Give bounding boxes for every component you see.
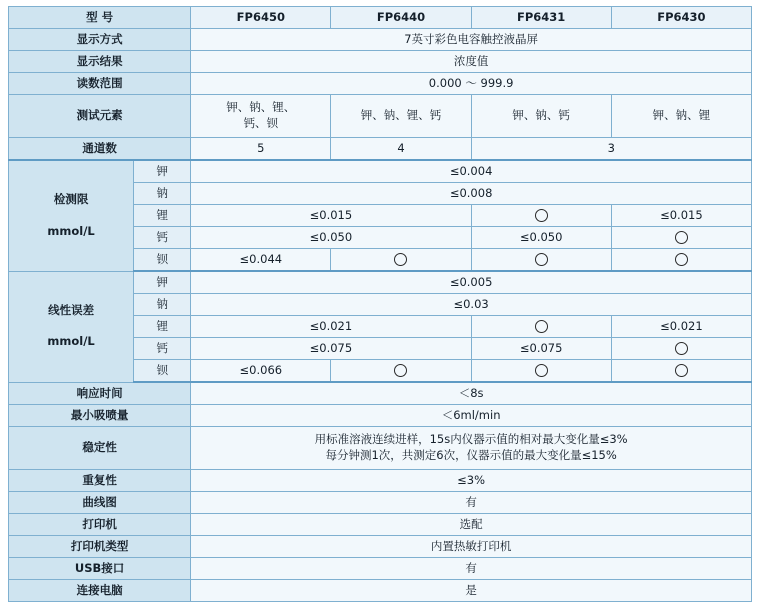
linear-error-element-k: 钾: [134, 271, 191, 294]
table-row-display-result: [9, 51, 752, 73]
row-label-test-elements: 测试元素: [9, 95, 191, 138]
detection-limit-title: 检测限: [53, 192, 89, 207]
table-row-repeatability: [9, 470, 752, 492]
circle-marker-icon: [535, 253, 548, 266]
detection-limit-element-ca: 钙: [134, 227, 191, 249]
table-row-display-mode: [9, 29, 752, 51]
row-value-stability: 用标准溶液连续进样，15s内仪器示值的相对最大变化量≤3% 每分钟测1次，共测定6次，仪器示值的最大变化量≤15%: [191, 427, 752, 470]
row-label-display-mode: 显示方式: [9, 29, 191, 51]
detection-limit-row-k: [9, 160, 752, 183]
row-value-display-result: 浓度值: [191, 51, 752, 73]
table-body: [9, 7, 752, 602]
linear-error-ca-value-0: ≤0.075: [191, 338, 471, 360]
detection-limit-ba-value-3: [611, 249, 751, 272]
table-row-channel-count: [9, 138, 752, 161]
row-label-min-aspiration: 最小吸喷量: [9, 405, 191, 427]
test-elements-model-0: 钾、钠、锂、 钙、钡: [191, 95, 331, 138]
channel-count-model-1: 4: [331, 138, 471, 161]
linear-error-element-ba: 钡: [134, 360, 191, 383]
detection-limit-k-value: ≤0.004: [191, 160, 752, 183]
detection-limit-element-na: 钠: [134, 183, 191, 205]
row-value-repeatability: ≤3%: [191, 470, 752, 492]
circle-marker-icon: [394, 253, 407, 266]
linear-error-ca-value-1: ≤0.075: [471, 338, 611, 360]
table-row-reading-range: [9, 73, 752, 95]
table-row-min-aspiration: [9, 405, 752, 427]
linear-error-ba-value-3: [611, 360, 751, 383]
linear-error-ca-value-2: [611, 338, 751, 360]
channel-count-model-2-3: 3: [471, 138, 751, 161]
table-row-stability: [9, 427, 752, 470]
row-label-response-time: 响应时间: [9, 382, 191, 405]
row-value-pc-connection: 是: [191, 580, 752, 602]
detection-limit-element-k: 钾: [134, 160, 191, 183]
row-value-printer: 选配: [191, 514, 752, 536]
linear-error-element-na: 钠: [134, 294, 191, 316]
detection-limit-li-value-0: ≤0.015: [191, 205, 471, 227]
table-row-printer-type: [9, 536, 752, 558]
detection-limit-unit: mmol/L: [47, 223, 95, 238]
detection-limit-ba-value-2: [471, 249, 611, 272]
circle-marker-icon: [535, 209, 548, 222]
test-elements-model-2: 钾、钠、钙: [471, 95, 611, 138]
linear-error-ba-value-1: [331, 360, 471, 383]
linear-error-na-value: ≤0.03: [191, 294, 752, 316]
linear-error-element-li: 锂: [134, 316, 191, 338]
circle-marker-icon: [535, 364, 548, 377]
channel-count-model-0: 5: [191, 138, 331, 161]
header-label-model: 型 号: [9, 7, 191, 29]
row-label-stability: 稳定性: [9, 427, 191, 470]
circle-marker-icon: [535, 320, 548, 333]
header-model-0: FP6450: [191, 7, 331, 29]
specification-table: [8, 6, 752, 602]
detection-limit-element-ba: 钡: [134, 249, 191, 272]
linear-error-k-value: ≤0.005: [191, 271, 752, 294]
circle-marker-icon: [675, 364, 688, 377]
row-value-min-aspiration: ＜6ml/min: [191, 405, 752, 427]
row-label-display-result: 显示结果: [9, 51, 191, 73]
detection-limit-ba-value-0: ≤0.044: [191, 249, 331, 272]
row-value-curve-chart: 有: [191, 492, 752, 514]
circle-marker-icon: [675, 253, 688, 266]
row-label-printer: 打印机: [9, 514, 191, 536]
linear-error-unit: mmol/L: [47, 334, 95, 349]
row-label-channel-count: 通道数: [9, 138, 191, 161]
detection-limit-na-value: ≤0.008: [191, 183, 752, 205]
table-row-usb-port: [9, 558, 752, 580]
group-label-detection-limit: [9, 160, 134, 271]
row-label-printer-type: 打印机类型: [9, 536, 191, 558]
circle-marker-icon: [675, 342, 688, 355]
table-row-printer: [9, 514, 752, 536]
header-model-1: FP6440: [331, 7, 471, 29]
table-row-curve-chart: [9, 492, 752, 514]
row-label-curve-chart: 曲线图: [9, 492, 191, 514]
row-label-reading-range: 读数范围: [9, 73, 191, 95]
row-value-printer-type: 内置热敏打印机: [191, 536, 752, 558]
test-elements-model-1: 钾、钠、锂、钙: [331, 95, 471, 138]
detection-limit-ca-value-2: [611, 227, 751, 249]
table-row-pc-connection: [9, 580, 752, 602]
detection-limit-li-value-2: ≤0.015: [611, 205, 751, 227]
row-label-repeatability: 重复性: [9, 470, 191, 492]
linear-error-li-value-2: ≤0.021: [611, 316, 751, 338]
linear-error-element-ca: 钙: [134, 338, 191, 360]
linear-error-li-value-0: ≤0.021: [191, 316, 471, 338]
linear-error-ba-value-2: [471, 360, 611, 383]
circle-marker-icon: [675, 231, 688, 244]
group-label-linear-error: [9, 271, 134, 382]
table-row-test-elements: [9, 95, 752, 138]
linear-error-title: 线性误差: [48, 303, 95, 318]
circle-marker-icon: [394, 364, 407, 377]
detection-limit-ca-value-1: ≤0.050: [471, 227, 611, 249]
detection-limit-element-li: 锂: [134, 205, 191, 227]
header-model-3: FP6430: [611, 7, 751, 29]
detection-limit-ba-value-1: [331, 249, 471, 272]
header-model-2: FP6431: [471, 7, 611, 29]
table-row-response-time: [9, 382, 752, 405]
linear-error-row-k: [9, 271, 752, 294]
test-elements-model-3: 钾、钠、锂: [611, 95, 751, 138]
row-value-response-time: ＜8s: [191, 382, 752, 405]
detection-limit-ca-value-0: ≤0.050: [191, 227, 471, 249]
detection-limit-li-value-1: [471, 205, 611, 227]
row-value-display-mode: 7英寸彩色电容触控液晶屏: [191, 29, 752, 51]
row-label-pc-connection: 连接电脑: [9, 580, 191, 602]
linear-error-li-value-1: [471, 316, 611, 338]
linear-error-ba-value-0: ≤0.066: [191, 360, 331, 383]
row-label-usb-port: USB接口: [9, 558, 191, 580]
row-value-reading-range: 0.000 ～ 999.9: [191, 73, 752, 95]
table-header-row: [9, 7, 752, 29]
row-value-usb-port: 有: [191, 558, 752, 580]
